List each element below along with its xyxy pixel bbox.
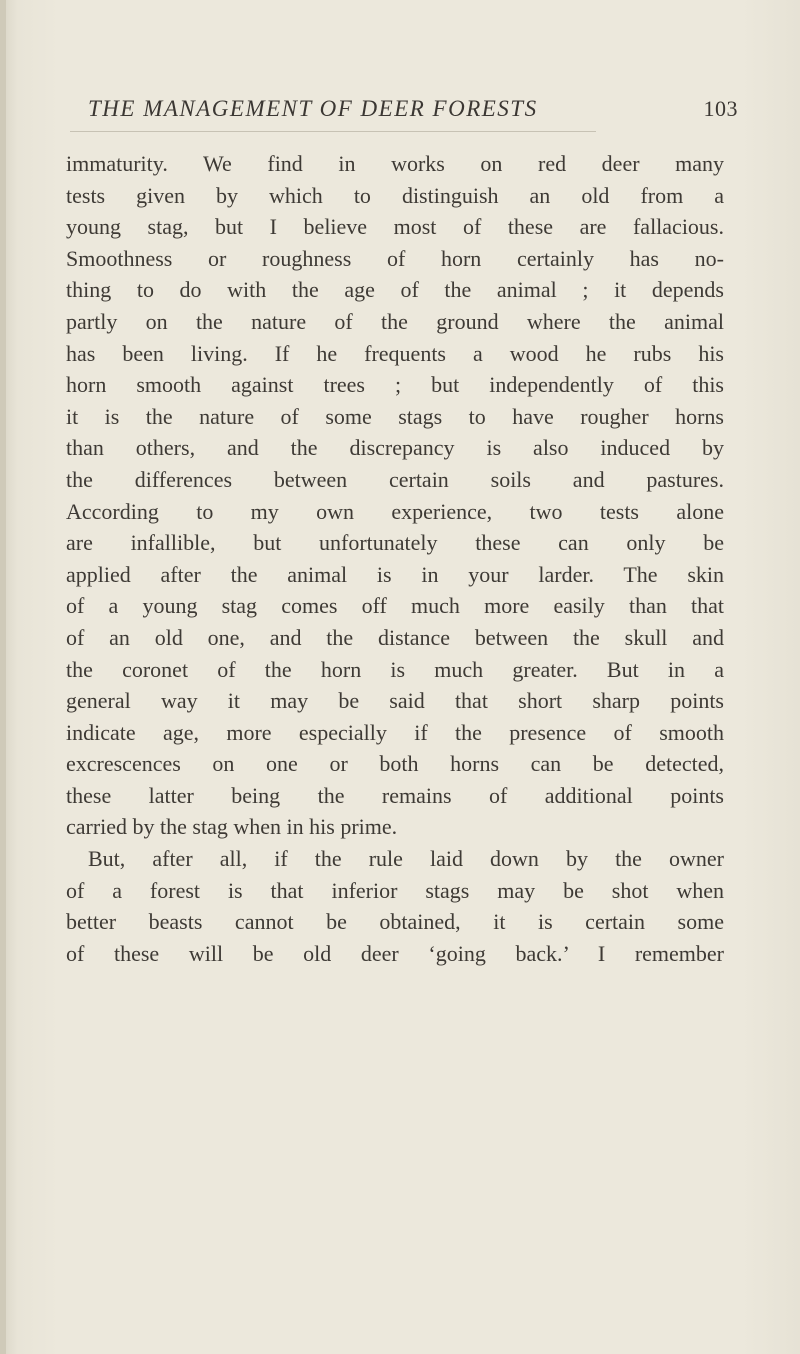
text-line: it is the nature of some stags to have rougher horns [66, 403, 724, 429]
text-line: indicate age, more especially if the presence of smooth [66, 719, 724, 745]
paragraph-1 [66, 148, 724, 843]
text-line: than others, and the discrepancy is also induced by [66, 435, 724, 461]
text-line: the coronet of the horn is much greater. But in a [66, 656, 724, 682]
page-gutter-shadow [0, 0, 6, 1354]
text-line: tests given by which to distinguish an old from a [66, 182, 724, 208]
body-text [66, 148, 724, 969]
text-line: partly on the nature of the ground where the animal [66, 308, 724, 334]
text-line: horn smooth against trees ; but independently of this [66, 372, 724, 398]
text-line: thing to do with the age of the animal ; it depends [66, 277, 724, 303]
page-number: 103 [703, 96, 738, 121]
text-line: Smoothness or roughness of horn certainly has no- [66, 245, 724, 271]
text-line: According to my own experience, two tests alone [66, 498, 724, 524]
running-title: THE MANAGEMENT OF DEER FORESTS [88, 96, 538, 121]
text-line: of an old one, and the distance between the skull and [66, 624, 724, 650]
text-line: immaturity. We find in works on red deer many [66, 151, 724, 176]
header-rule [70, 131, 596, 132]
paragraph-2 [66, 843, 724, 969]
text-line: these latter being the remains of additional points [66, 782, 724, 808]
text-line: carried by the stag when in his prime. [66, 814, 398, 840]
text-line: better beasts cannot be obtained, it is certain some [66, 909, 724, 935]
text-line: are infallible, but unfortunately these can only be [66, 530, 724, 556]
text-line: young stag, but I believe most of these are fallacious. [66, 214, 724, 240]
text-line: excrescences on one or both horns can be detected, [66, 751, 724, 777]
page-header [88, 96, 738, 130]
text-line: of these will be old deer ‘going back.’ I remember [66, 940, 724, 966]
text-line: applied after the animal is in your larder. The skin [66, 561, 724, 587]
text-line: of a forest is that inferior stags may be shot when [66, 877, 724, 903]
text-line: of a young stag comes off much more easily than that [66, 593, 724, 619]
text-line: But, after all, if the rule laid down by the owner [88, 846, 724, 872]
text-line: general way it may be said that short sharp points [66, 688, 724, 714]
text-line: the differences between certain soils and pastures. [66, 466, 724, 492]
text-line: has been living. If he frequents a wood he rubs his [66, 340, 724, 366]
